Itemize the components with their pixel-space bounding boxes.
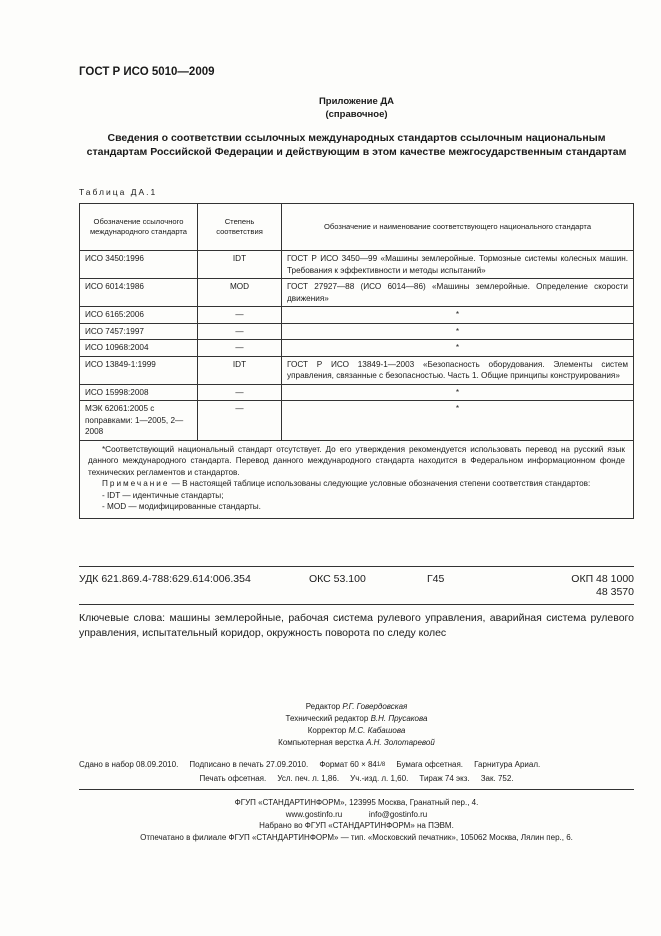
divider-top xyxy=(79,566,634,567)
publisher-email: info@gostinfo.ru xyxy=(368,809,428,819)
staff-role: Компьютерная верстка xyxy=(278,738,364,747)
table-row xyxy=(80,251,634,279)
appendix-sublabel: (справочное) xyxy=(325,109,388,120)
cell-name: * xyxy=(282,401,634,441)
appendix-heading xyxy=(79,95,634,121)
staff-name: М.С. Кабашова xyxy=(348,726,406,735)
publisher-website: www.gostinfo.ru xyxy=(285,809,343,819)
udk-code: УДК 621.869.4-788:629.614:006.354 xyxy=(79,573,251,585)
publisher-web-row xyxy=(79,809,634,821)
document-code: ГОСТ Р ИСО 5010—2009 xyxy=(79,66,215,78)
appendix-title: Сведения о соответствии ссылочных международных стандартов ссылочным национальным стандартам Российской Федерации и действующим в этом качестве межгосударственным стандартам xyxy=(86,132,627,158)
note-item-idt: - IDT — идентичные стандарты; xyxy=(102,490,224,500)
cell-ref: ИСО 15998:2008 xyxy=(80,384,198,401)
print-sheets: Усл. печ. л. 1,86. xyxy=(277,774,340,783)
print-info-line-1 xyxy=(79,758,634,772)
divider-middle xyxy=(79,604,634,605)
cell-degree: — xyxy=(198,401,282,441)
cell-name: * xyxy=(282,307,634,324)
staff-layout xyxy=(79,737,634,749)
table-row xyxy=(80,307,634,324)
fraction-den: 8 xyxy=(381,761,386,768)
publisher-address: ФГУП «СТАНДАРТИНФОРМ», 123995 Москва, Гранатный пер., 4. xyxy=(234,798,479,807)
cell-ref: ИСО 6014:1986 xyxy=(80,279,198,307)
cell-ref: ИСО 13849-1:1999 xyxy=(80,356,198,384)
staff-role: Корректор xyxy=(307,726,347,735)
print-format-fraction: 1/8 xyxy=(376,761,386,768)
cell-ref: МЭК 62061:2005 с поправками: 1—2005, 2—2008 xyxy=(80,401,198,441)
appendix-label: Приложение ДА xyxy=(318,96,395,107)
okp-code xyxy=(537,573,634,599)
cell-name: * xyxy=(282,384,634,401)
header-name: Обозначение и наименование соответствующего национального стандарта xyxy=(282,204,634,251)
cell-degree: MOD xyxy=(198,279,282,307)
keywords: Ключевые слова: машины землеройные, рабочая система рулевого управления, аварийная система рулевого управления, испытательный коридор, окружность поворота по следу колес xyxy=(79,612,634,639)
cell-degree: — xyxy=(198,323,282,340)
print-type: Печать офсетная. xyxy=(199,774,267,783)
print-pub-sheets: Уч.-изд. л. 1,60. xyxy=(350,774,409,783)
footnote-text: *Соответствующий национальный стандарт отсутствует. До его утверждения рекомендуется использовать перевод на русский язык данного международного стандарта. Перевод данного международного стандарта находится в Федеральном информационном фонде технических регламентов и стандартов. xyxy=(88,444,625,477)
okp-code-1: ОКП 48 1000 xyxy=(571,573,634,585)
table-header-row xyxy=(80,204,634,251)
staff-corrector xyxy=(79,725,634,737)
staff-role: Технический редактор xyxy=(285,714,369,723)
okp-code-2: 48 3570 xyxy=(596,586,634,598)
publisher-typeset: Набрано во ФГУП «СТАНДАРТИНФОРМ» на ПЭВМ. xyxy=(259,821,454,830)
cell-name: ГОСТ Р ИСО 3450—99 «Машины землеройные. Тормозные системы колесных машин. Требования к эффективности и методы испытаний» xyxy=(282,251,634,279)
table-row xyxy=(80,356,634,384)
print-paper: Бумага офсетная. xyxy=(396,760,464,769)
print-info-line-2 xyxy=(79,772,634,786)
cell-ref: ИСО 10968:2004 xyxy=(80,340,198,357)
note-text: — В настоящей таблице использованы следующие условные обозначения степени соответствия стандартов: xyxy=(171,479,591,488)
staff-name: В.Н. Прусакова xyxy=(370,714,428,723)
cell-degree: IDT xyxy=(198,356,282,384)
cell-degree: — xyxy=(198,307,282,324)
table-row xyxy=(80,401,634,441)
note-item-mod: - MOD — модифицированные стандарты. xyxy=(102,502,261,511)
table-row xyxy=(80,323,634,340)
oks-code: ОКС 53.100 xyxy=(309,573,366,585)
staff-role: Редактор xyxy=(305,702,341,711)
cell-ref: ИСО 7457:1997 xyxy=(80,323,198,340)
table-row xyxy=(80,340,634,357)
staff-tech-editor xyxy=(79,713,634,725)
cell-degree: IDT xyxy=(198,251,282,279)
correspondence-table xyxy=(79,203,634,519)
g-code: Г45 xyxy=(427,573,445,585)
cell-ref: ИСО 6165:2006 xyxy=(80,307,198,324)
note-paragraph xyxy=(88,478,625,490)
print-format: Формат 60 × 84 xyxy=(319,760,377,769)
header-degree: Степень соответствия xyxy=(198,204,282,251)
cell-name: * xyxy=(282,323,634,340)
cell-name: ГОСТ Р ИСО 13849-1—2003 «Безопасность оборудования. Элементы систем управления, связанные с безопасностью. Часть 1. Общие принципы конструирования» xyxy=(282,356,634,384)
note-label: Примечание xyxy=(102,479,170,488)
cell-name: ГОСТ 27927—88 (ИСО 6014—86) «Машины землеройные. Определение скорости движения» xyxy=(282,279,634,307)
cell-degree: — xyxy=(198,340,282,357)
header-ref: Обозначение ссылочного международного стандарта xyxy=(80,204,198,251)
print-signed: Подписано в печать 27.09.2010. xyxy=(189,760,309,769)
print-info xyxy=(79,758,634,786)
publisher-printed: Отпечатано в филиале ФГУП «СТАНДАРТИНФОРМ» — тип. «Московский печатник», 105062 Москва, Лялин пер., 6. xyxy=(140,832,573,842)
print-order: Зак. 752. xyxy=(480,774,514,783)
print-sent: Сдано в набор 08.09.2010. xyxy=(79,760,179,769)
fraction-num: 1 xyxy=(376,761,381,768)
cell-degree: — xyxy=(198,384,282,401)
publisher-info xyxy=(79,797,634,843)
table-row xyxy=(80,279,634,307)
table-footnote xyxy=(80,440,634,518)
staff-name: А.Н. Золотаревой xyxy=(366,738,435,747)
staff-editor xyxy=(79,701,634,713)
staff-list xyxy=(79,701,634,749)
print-copies: Тираж 74 экз. xyxy=(419,774,470,783)
print-font: Гарнитура Ариал. xyxy=(474,760,541,769)
cell-name: * xyxy=(282,340,634,357)
table-footnote-row xyxy=(80,440,634,518)
table-label: Таблица ДА.1 xyxy=(79,187,158,197)
divider-bottom xyxy=(79,789,634,790)
table-row xyxy=(80,384,634,401)
staff-name: Р.Г. Говердовская xyxy=(342,702,408,711)
cell-ref: ИСО 3450:1996 xyxy=(80,251,198,279)
